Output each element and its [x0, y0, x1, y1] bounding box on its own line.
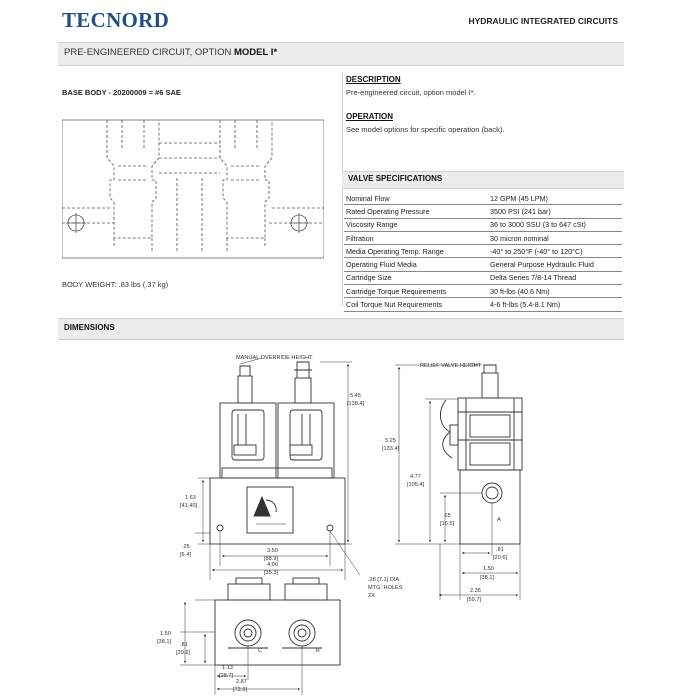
spec-label: Viscosity Range: [344, 218, 488, 231]
dim-477-metric: [105.4]: [407, 482, 425, 488]
spec-value: 30 micron nominal: [488, 231, 622, 244]
spec-row: [344, 285, 622, 298]
spec-label: Coil Torque Nut Requirements: [344, 298, 488, 311]
base-body-drawing: [62, 118, 324, 260]
dim-81a-metric: [20.6]: [493, 555, 507, 561]
spec-label: Filtration: [344, 231, 488, 244]
holes-label: MTG. HOLES: [368, 585, 403, 591]
spec-value: General Purpose Hydraulic Fluid: [488, 258, 622, 271]
dim-113-metric: [28.7]: [219, 673, 233, 679]
dim-525: 5.25: [385, 438, 396, 444]
dimensions-drawing: [0, 340, 700, 700]
dim-525-metric: [133.4]: [382, 446, 400, 452]
front-solenoid-left: [220, 403, 276, 478]
dim-150b: 1.50: [160, 631, 171, 637]
port-a-label: A: [497, 517, 501, 523]
spec-value: 30 ft-lbs (40.6 Nm): [488, 285, 622, 298]
spec-row: [344, 298, 622, 311]
dim-350-metric: [88.9]: [264, 556, 278, 562]
side-body: [460, 470, 520, 544]
spec-row: [344, 192, 622, 205]
holes-dia: .28 [7.1] DIA.: [368, 577, 401, 583]
dim-65-metric: [16.5]: [440, 521, 454, 527]
description-heading: DESCRIPTION: [346, 75, 401, 84]
dimensions-bar: [58, 318, 624, 340]
dim-113: 1.13: [222, 665, 233, 671]
dim-65: .65: [443, 513, 451, 519]
side-solenoid: [458, 398, 522, 470]
port-c-label: C: [258, 648, 263, 654]
dim-287-metric: [72.9]: [233, 687, 247, 693]
spec-row: [344, 258, 622, 271]
dim-477: 4.77: [410, 474, 421, 480]
dim-163-metric: [41.40]: [180, 503, 198, 509]
spec-label: Cartridge Size: [344, 271, 488, 284]
dim-163: 1.63: [185, 495, 196, 501]
dim-150a: 1.50: [483, 566, 494, 572]
spec-row: [344, 231, 622, 244]
circuit-model: MODEL I*: [233, 47, 278, 58]
dim-25: .25: [182, 544, 190, 550]
spec-value: 12 GPM (45 LPM): [488, 192, 622, 205]
front-body: [210, 478, 345, 544]
body-weight: BODY WEIGHT: .83 lbs (.37 kg): [62, 280, 169, 289]
dim-545-metric: [138.4]: [347, 401, 365, 407]
front-solenoid-right: [278, 403, 334, 478]
holes-count: 2X: [368, 593, 375, 599]
dim-81b-metric: [20.6]: [176, 650, 190, 656]
dim-400-metric: [35.3]: [264, 570, 278, 576]
dimensions-heading: DIMENSIONS: [64, 323, 115, 332]
dim-81a: .81: [496, 547, 504, 553]
document-title: HYDRAULIC INTEGRATED CIRCUITS: [468, 16, 618, 26]
port-b-label: B: [316, 648, 320, 654]
circuit-title: [64, 47, 277, 58]
operation-text: See model options for specific operation (back).: [346, 125, 505, 134]
dim-400: 4.00: [267, 562, 278, 568]
spec-label: Cartridge Torque Requirements: [344, 285, 488, 298]
dim-235: 2.35: [470, 588, 481, 594]
spec-value: 4-6 ft-lbs (5.4-8.1 Nm): [488, 298, 622, 311]
manual-override-label: MANUAL OVERRIDE HEIGHT: [236, 355, 313, 361]
circuit-prefix: PRE-ENGINEERED CIRCUIT, OPTION: [64, 47, 232, 58]
bottom-body: [215, 600, 340, 665]
spec-row: [344, 218, 622, 231]
spec-label: Rated Operating Pressure: [344, 205, 488, 218]
dim-25-metric: [6.4]: [180, 552, 191, 558]
dim-545: 5.45: [350, 393, 361, 399]
valve-specs-heading: VALVE SPECIFICATIONS: [348, 174, 443, 183]
operation-heading: OPERATION: [346, 112, 393, 121]
spec-value: Delta Series 7/8-14 Thread: [488, 271, 622, 284]
relief-valve-label: RELIEF VALVE HEIGHT: [420, 363, 482, 369]
spec-row: [344, 205, 622, 218]
spec-row: [344, 245, 622, 258]
dim-150b-metric: [38.1]: [157, 639, 171, 645]
dim-287: 2.87: [236, 679, 247, 685]
spec-label: Media Operating Temp. Range: [344, 245, 488, 258]
dim-350: 3.50: [267, 548, 278, 554]
spec-row: [344, 271, 622, 284]
dim-150a-metric: [38.1]: [480, 575, 494, 581]
description-text: Pre-engineered circuit, option model I*.: [346, 88, 476, 97]
spec-value: 36 to 3000 SSU (3 to 647 cSt): [488, 218, 622, 231]
base-body-label: BASE BODY - 20200009 = #6 SAE: [62, 88, 181, 97]
dim-81b: .81: [180, 642, 188, 648]
spec-label: Nominal Flow: [344, 192, 488, 205]
spec-label: Operating Fluid Media: [344, 258, 488, 271]
column-divider: [342, 72, 343, 306]
spec-value: -40° to 250°F (-40° to 120°C): [488, 245, 622, 258]
spec-value: 3500 PSI (241 bar): [488, 205, 622, 218]
valve-specs-table: [344, 192, 622, 312]
logo-plate: [247, 487, 293, 533]
brand-logo: TECNORD: [62, 8, 170, 32]
dim-235-metric: [59.7]: [467, 597, 481, 603]
